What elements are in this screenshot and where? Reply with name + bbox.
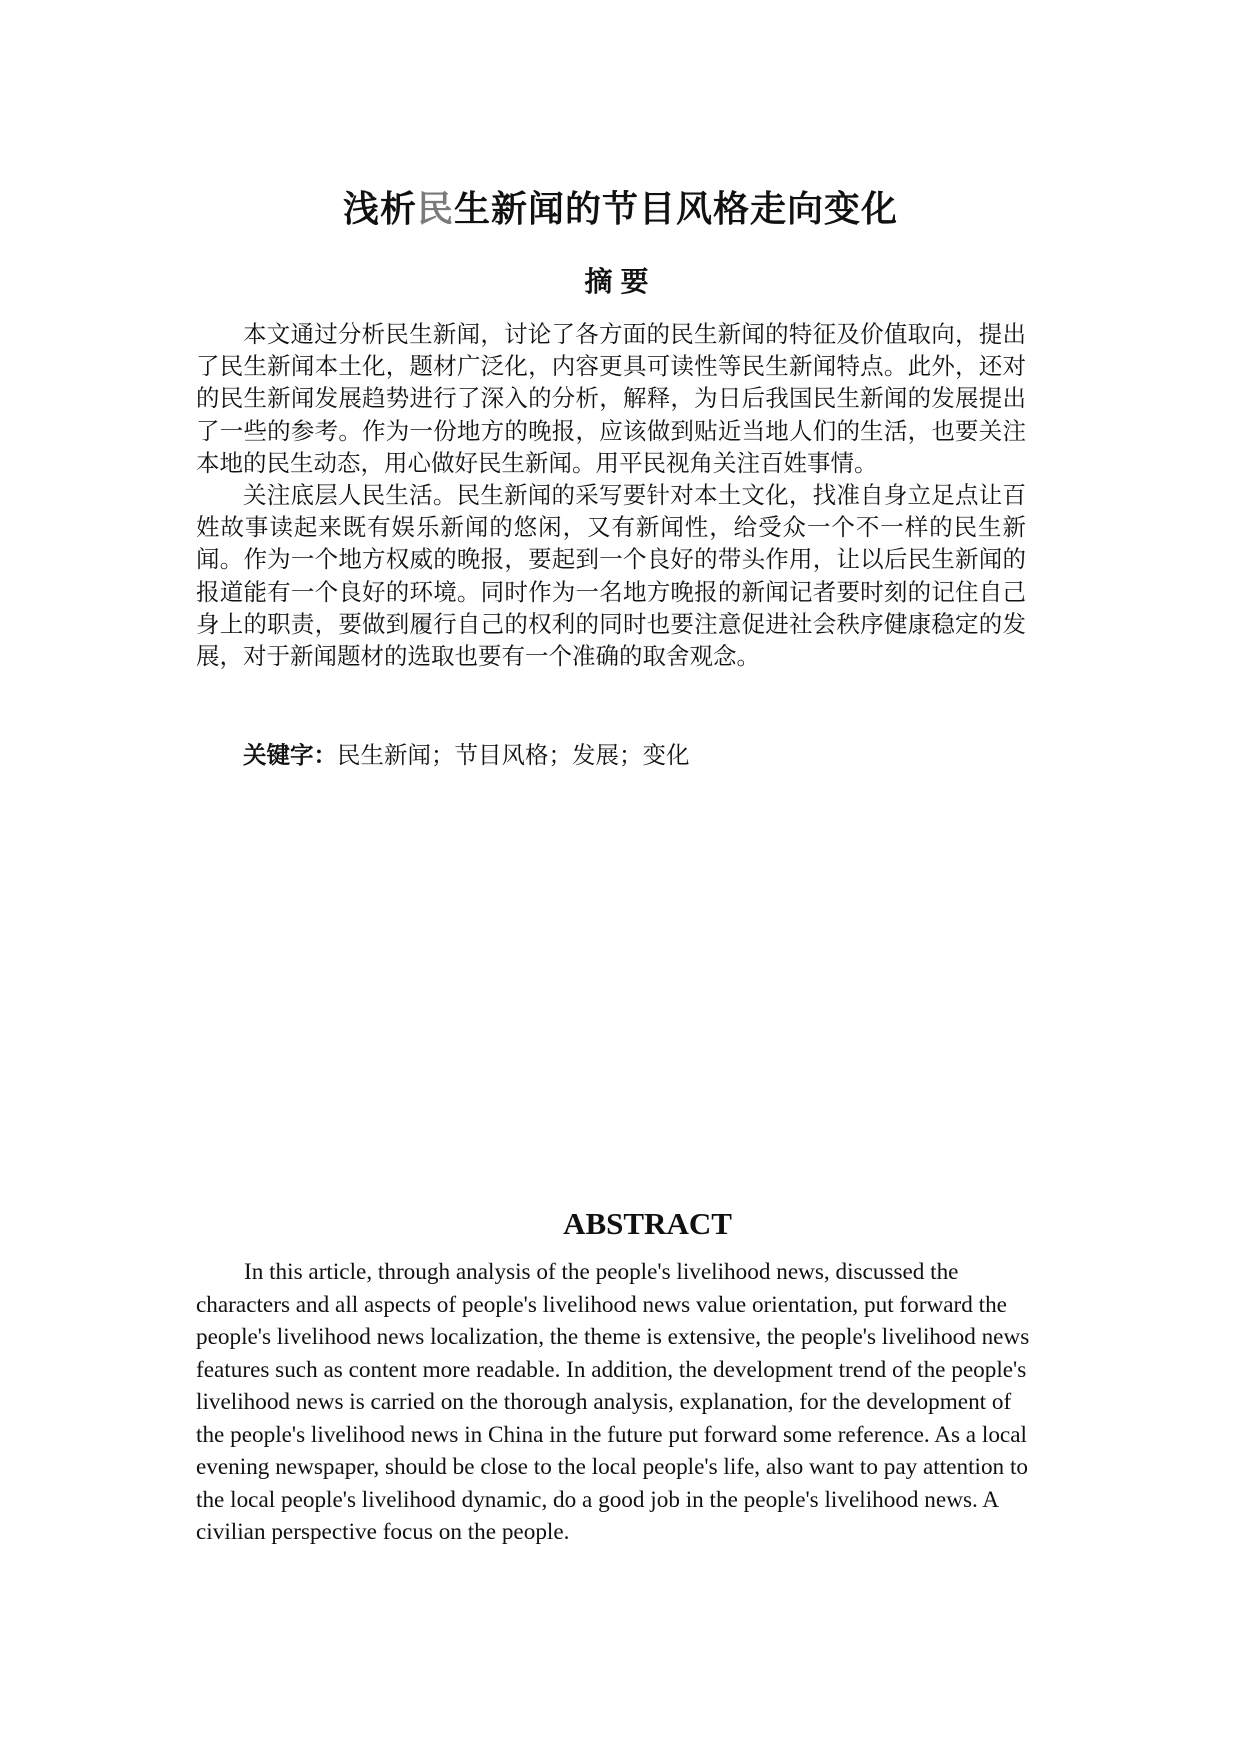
keywords-text: 民生新闻；节目风格；发展；变化 bbox=[337, 741, 690, 769]
abstract-en-body bbox=[196, 1256, 1036, 1549]
title-part-1: 浅析 bbox=[342, 189, 417, 231]
abstract-cn-paragraph-2: 关注底层人民生活。民生新闻的采写要针对本土文化，找准自身立足点让百姓故事读起来既有娱乐新闻的悠闲，又有新闻性，给受众一个不一样的民生新闻。作为一个地方权威的晚报，要起到一个良好的带头作用，让以后民生新闻的报道能有一个良好的环境。同时作为一名地方晚报的新闻记者要时刻的记住自己身上的职责，要做到履行自己的权利的同时也要注意促进社会秩序健康稳定的发展，对于新闻题材的选取也要有一个准确的取舍观念。 bbox=[196, 481, 1026, 671]
abstract-cn-heading: 摘要 bbox=[584, 265, 657, 298]
page-title bbox=[0, 182, 1241, 238]
title-part-2: 生新闻的节目风格走向变化 bbox=[454, 189, 899, 231]
abstract-cn-paragraph-1: 本文通过分析民生新闻，讨论了各方面的民生新闻的特征及价值取向，提出了民生新闻本土化，题材广泛化，内容更具可读性等民生新闻特点。此外，还对的民生新闻发展趋势进行了深入的分析，解释，为日后我国民生新闻的发展提出了一些的参考。作为一份地方的晚报，应该做到贴近当地人们的生活，也要关注本地的民生动态，用心做好民生新闻。用平民视角关注百姓事情。 bbox=[196, 320, 1026, 477]
abstract-en-heading: ABSTRACT bbox=[563, 1206, 732, 1241]
keywords bbox=[243, 738, 1023, 772]
abstract-en-paragraph-1: In this article, through analysis of the people's livelihood news, discussed the characters and all aspects of people's livelihood news value orientation, put forward the people's livelihood news localization, the theme is extensive, the people's livelihood news features such as content more readable. In addition, the development trend of the people's livelihood news is carried on the thorough analysis, explanation, for the development of the people's livelihood news in China in the future put forward some reference. As a local evening newspaper, should be close to the local people's life, also want to pay attention to the local people's livelihood dynamic, do a good job in the people's livelihood news. A civilian perspective focus on the people. bbox=[196, 1259, 1030, 1545]
title-highlight-char: 民 bbox=[416, 189, 454, 231]
abstract-cn-body bbox=[196, 318, 1026, 672]
keywords-label: 关键字： bbox=[243, 741, 337, 769]
